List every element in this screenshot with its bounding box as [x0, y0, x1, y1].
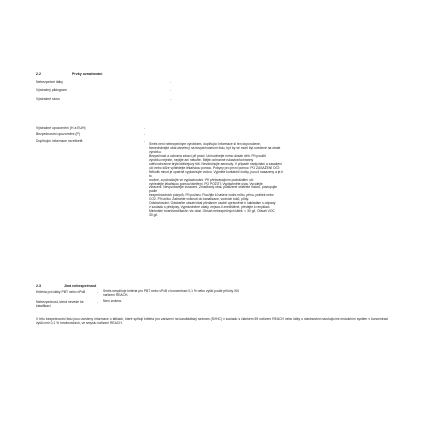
label-doplnujici-informace: Doplňující informace na etiketě [36, 139, 83, 143]
value-vystrazny-piktogram: - [170, 88, 172, 92]
paragraph-line: bezpečnostních pokynů. Při požáru: Použijte k hašení vodní mlhu, pěnu, prášek nebo [149, 193, 274, 198]
value-vystrazne-slovo: - [170, 97, 172, 101]
separator-kriteria-pbt: - [97, 290, 99, 294]
label-bezpecnostni-upozorneni: Bezpečnostní upozornění (P) [36, 132, 80, 136]
paragraph-line: očí nebo kůže vyhledejte lékařskou pomoc. Pokyny pro první pomoc: PO ZASAŽENÍ OČÍ: [149, 165, 280, 170]
label-vystrazny-piktogram: Výstražný piktogram [36, 88, 67, 92]
paragraph-line: oděv/ochranné brýle/obličejový štít. Nevdechujte aerosoly. V případě nadýchání a zasažení [149, 161, 282, 166]
paragraph-line: Směs není nebezpečným výrobkem, doplňující informace si ten doporučené, [149, 142, 261, 146]
label-vystrazne-slovo: Výstražné slovo [36, 97, 60, 101]
section-2-3-title: Jiná nebezpečnost [64, 284, 97, 288]
paragraph-line: Bezpečnost a ochrana zdraví při práci: Uchovávejte mimo dosah dětí. Při použití [149, 153, 267, 158]
paragraph-line: výrobku nejezte, nepijte ani nekuřte. Mějte ochranné rukavice/ochranný [149, 157, 254, 162]
paragraph-line: vyhledejte lékařskou pomoc/ošetření. PO POŽITÍ: Vypláchněte ústa. Vyvolejte [149, 181, 263, 186]
paragraph-line: CO2. Při úniku: Zabraňte vniknutí do kanalizace, vodních toků, půdy. [149, 197, 249, 202]
label-text-paragraph [149, 143, 283, 218]
separator-nebezpecnost: - [97, 300, 99, 304]
paragraph-line: v souladu s předpisy. Vyprázdněné obaly, nejsou-li znečištěné, předejte k recyklaci. [149, 205, 271, 210]
section-2-3-number: 2.3 [36, 284, 41, 288]
section-2-2-title: Prvky označování [72, 72, 103, 76]
value-nebezpecnost: Není známa. [103, 299, 122, 303]
paragraph-line: výrobku. [149, 149, 162, 154]
paragraph-line: Několik minut je opatrně vyplachujte vodou. Vyjměte kontaktní čočky, jsou-li nasazeny a je-li to [149, 169, 283, 178]
value-kriteria-pbt-cont: nařízení REACH. [103, 293, 129, 297]
section-2-2-number: 2.2 [36, 72, 41, 76]
label-kriteria-pbt: Kritéria pro látky PBT nebo vPvB [36, 290, 86, 294]
paragraph-line: Minimální trvanlivost/šarže: viz obal. Obsah nebezpečných látek: < 30 g/l. Obsah VOC [149, 209, 275, 214]
value-vystrazne-upozorneni: - [144, 126, 146, 130]
paragraph-line: zvracení. Nevyvolávejte zvracení. Zmačkaný obal, postižené ošetřete vodou, postupujte podle [149, 185, 278, 194]
value-doplnujici-informace: - [144, 139, 146, 143]
paragraph-line: Nenechávejte obal otevřený na bezpečnostním listu, byť by se mohl být uvedené na obale [149, 145, 281, 150]
paragraph-line: možné, a pokračujte ve vyplachování. Při přetrvávajícím podráždění očí [149, 177, 254, 182]
label-nebezpecnost-bez-klasifikace: Nebezpečnost, která nevede ke klasifikaci [36, 300, 84, 309]
footnote-svhc: V této bezpečnostní listu jsou uvedeny informace o látkách, které splňují kritéria pro zařazení na kandidátský seznam (SVHC) v souladu s článkem 59 nařízení REACH nebo látky s vlastnostmi narušujícími endokrinní systém v koncentraci vyšší než 0,1 % hmotnostních, ve smyslu nařízení REACH. [36, 317, 388, 325]
value-nebezpecne-latky: - [170, 80, 172, 84]
value-bezpecnostni-upozorneni: - [144, 132, 146, 136]
paragraph-line: 30 g/l. [149, 213, 158, 218]
label-nebezpecne-latky: Nebezpečné látky [36, 80, 63, 84]
value-kriteria-pbt: Směs nesplňuje kritéria pro PBT nebo vPvB v koncentraci 0,1 % nebo vyšší podle přílohy XIII [103, 289, 240, 293]
label-vystrazne-upozorneni: Výstražné upozornění (H a EUH) [36, 126, 86, 130]
paragraph-line: Odstraňování: Odstraňte obsah/obal předáním osobě oprávněné k nakládání s odpady [149, 201, 276, 206]
